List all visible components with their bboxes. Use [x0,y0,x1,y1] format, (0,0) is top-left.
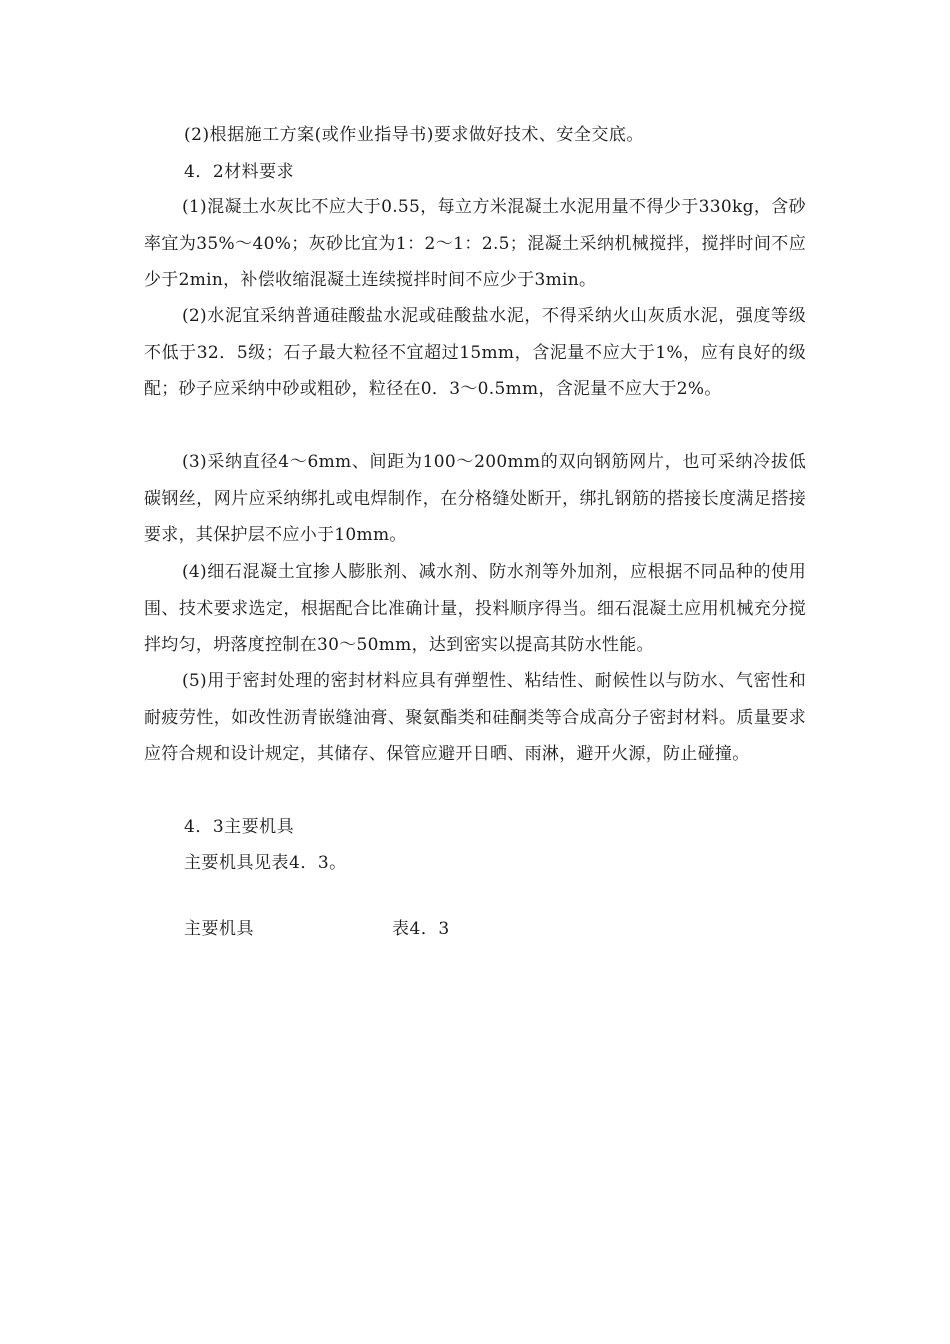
table-caption-title: 主要机具 [184,919,254,939]
see-table-line: 主要机具见表4．3。 [184,853,347,873]
section-heading-materials: 4．2材料要求 [184,162,295,182]
line-construction-briefing: (2)根据施工方案(或作业指导书)要求做好技术、安全交底。 [184,125,644,145]
paragraph-item-2-text: (2)水泥宜采纳普通硅酸盐水泥或硅酸盐水泥，不得采纳火山灰质水泥，强度等级不低于32．5级；石子最大粒径不宜超过15mm，含泥量不应大于1%，应有良好的级配；砂子应采纳中砂或粗砂，粒径在0．3～0.5mm，含泥量不应大于2%。 [144,306,806,399]
paragraph-item-1 [144,189,806,299]
paragraph-item-5 [144,663,806,773]
paragraph-item-5-text: (5)用于密封处理的密封材料应具有弹塑性、粘结性、耐候性以与防水、气密性和耐疲劳性，如改性沥青嵌缝油膏、聚氨酯类和硅酮类等合成高分子密封材料。质量要求应符合规和设计规定，其储存、保管应避开日晒、雨淋，避开火源，防止碰撞。 [144,671,806,764]
paragraph-item-2 [144,298,806,408]
section-heading-equipment: 4．3主要机具 [184,817,295,837]
paragraph-item-3 [144,444,806,554]
paragraph-item-3-text: (3)采纳直径4～6mm、间距为100～200mm的双向钢筋网片，也可采纳冷拔低碳钢丝，网片应采纳绑扎或电焊制作，在分格缝处断开，绑扎钢筋的搭接长度满足搭接要求，其保护层不应小于10mm。 [144,452,806,545]
paragraph-item-1-text: (1)混凝土水灰比不应大于0.55，每立方米混凝土水泥用量不得少于330kg，含砂率宜为35%～40%；灰砂比宜为1：2～1：2.5；混凝土采纳机械搅拌，搅拌时间不应少于2min，补偿收缩混凝土连续搅拌时间不应少于3min。 [144,197,806,290]
paragraph-item-4 [144,554,806,664]
paragraph-item-4-text: (4)细石混凝土宜掺人膨胀剂、减水剂、防水剂等外加剂，应根据不同品种的使用围、技术要求选定，根据配合比准确计量，投料顺序得当。细石混凝土应用机械充分搅拌均匀，坍落度控制在30～50mm，达到密实以提高其防水性能。 [144,562,806,655]
table-caption-number: 表4．3 [392,919,450,939]
